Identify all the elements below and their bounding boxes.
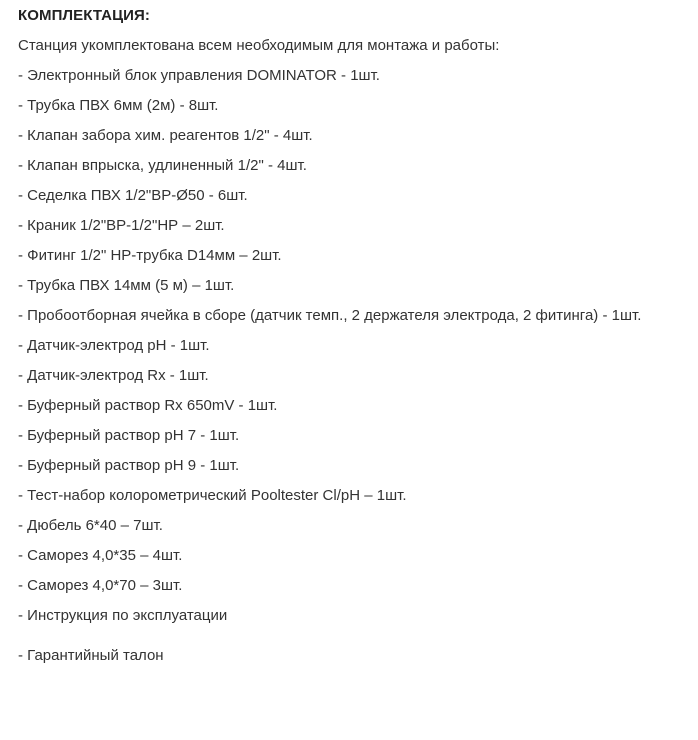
list-item: - Пробоотборная ячейка в сборе (датчик темп., 2 держателя электрода, 2 фитинга) - 1шт. — [18, 307, 642, 324]
list-item: - Датчик-электрод Rx - 1шт. — [18, 367, 209, 384]
list-item: - Трубка ПВХ 14мм (5 м) – 1шт. — [18, 277, 235, 294]
list-item: - Фитинг 1/2" НР-трубка D14мм – 2шт. — [18, 247, 282, 264]
list-item: - Саморез 4,0*35 – 4шт. — [18, 547, 183, 564]
contents-list — [18, 66, 690, 666]
list-item: - Буферный раствор pH 7 - 1шт. — [18, 427, 240, 444]
list-item: - Краник 1/2"ВР-1/2"НР – 2шт. — [18, 217, 225, 234]
list-item: - Саморез 4,0*70 – 3шт. — [18, 577, 183, 594]
list-item: - Трубка ПВХ 6мм (2м) - 8шт. — [18, 97, 219, 114]
list-item: - Буферный раствор Rx 650mV - 1шт. — [18, 397, 278, 414]
list-item: - Дюбель 6*40 – 7шт. — [18, 517, 163, 534]
list-item: - Гарантийный талон — [18, 647, 164, 664]
package-contents-section — [18, 6, 690, 676]
list-item: - Электронный блок управления DOMINATOR - 1шт. — [18, 67, 380, 84]
list-item: - Седелка ПВХ 1/2"ВР-Ø50 - 6шт. — [18, 187, 248, 204]
list-item: - Клапан забора хим. реагентов 1/2" - 4шт. — [18, 127, 313, 144]
list-item: - Инструкция по эксплуатации — [18, 607, 228, 624]
list-item: - Тест-набор колорометрический Pooltester Cl/pH – 1шт. — [18, 487, 407, 504]
section-heading: КОМПЛЕКТАЦИЯ: — [18, 7, 151, 24]
list-item: - Клапан впрыска, удлиненный 1/2" - 4шт. — [18, 157, 307, 174]
list-item: - Датчик-электрод pH - 1шт. — [18, 337, 210, 354]
list-item: - Буферный раствор pH 9 - 1шт. — [18, 457, 240, 474]
intro-text: Станция укомплектована всем необходимым для монтажа и работы: — [18, 37, 500, 54]
